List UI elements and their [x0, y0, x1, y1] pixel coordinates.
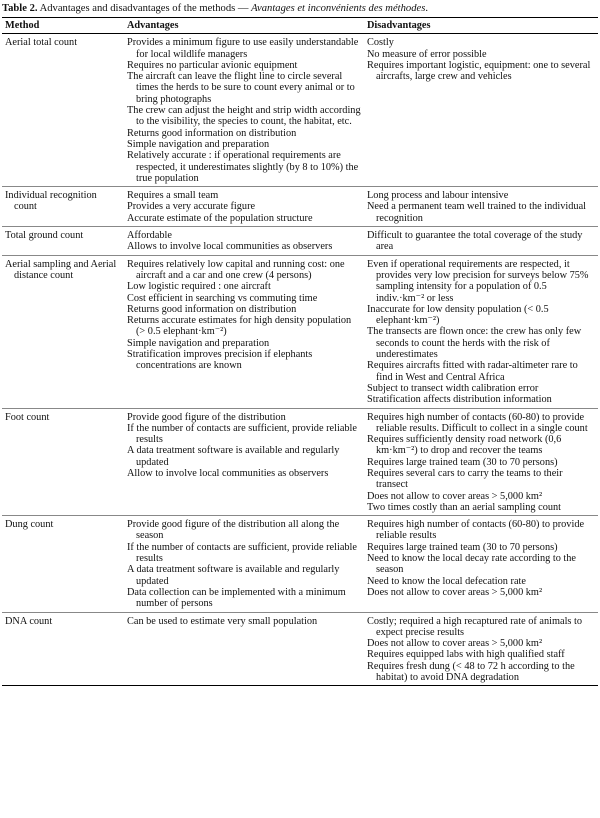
advantage-item: Requires relatively low capital and running cost: one aircraft and a car and one crew (4 persons) [127, 258, 345, 281]
disadvantage-item: Requires equipped labs with high qualified staff [367, 649, 565, 661]
advantage-item: Stratification improves precision if elephants concentrations are known [127, 349, 313, 372]
advantage-item: Low logistic required : one aircraft [127, 281, 271, 293]
advantage-item: A data treatment software is available and regularly updated [127, 445, 340, 468]
disadvantage-item: Subject to transect width calibration error [367, 382, 539, 394]
caption-label: Table 2. [2, 3, 38, 14]
method-cell [2, 516, 124, 612]
table-row [2, 408, 598, 516]
disadvantage-item: Stratification affects distribution information [367, 394, 552, 406]
disadvantage-item: Costly; required a high recaptured rate of animals to expect precise results [367, 615, 583, 638]
table-body [2, 34, 598, 686]
method-cell [2, 255, 124, 408]
header-disadvantages: Disadvantages [364, 18, 598, 34]
advantage-item: A data treatment software is available and regularly updated [127, 564, 340, 587]
method-name: DNA count [5, 615, 53, 627]
disadvantage-item: Need a permanent team well trained to the individual recognition [367, 201, 587, 224]
advantage-item: Returns good information on distribution [127, 127, 297, 139]
advantages-cell [124, 516, 364, 612]
advantage-item: The aircraft can leave the flight line to circle several times the herds to be sure to count every animal or to bring photographs [127, 71, 355, 105]
advantage-item: Simple navigation and preparation [127, 337, 270, 349]
advantage-item: Requires a small team [127, 190, 219, 202]
advantage-item: Simple navigation and preparation [127, 138, 270, 150]
advantage-item: If the number of contacts are sufficient, provide reliable results [127, 541, 357, 565]
disadvantage-item: Does not allow to cover areas > 5,000 km² [367, 638, 543, 650]
method-name: Dung count [5, 519, 54, 531]
advantage-item: Provides a very accurate figure [127, 201, 256, 213]
advantage-item: Returns good information on distribution [127, 303, 297, 315]
advantages-cell [124, 34, 364, 187]
disadvantage-item: Requires high number of contacts (60-80) to provide reliable results. Difficult to collect in a single count [367, 411, 588, 434]
advantage-item: If the number of contacts are sufficient, provide reliable results [127, 422, 357, 446]
advantage-item: Can be used to estimate very small population [127, 615, 318, 627]
advantage-item: Provide good figure of the distribution all along the season [127, 519, 340, 542]
disadvantage-item: Requires large trained team (30 to 70 persons) [367, 541, 558, 553]
disadvantage-item: Requires aircrafts fitted with radar-altimeter rare to find in West and Central Africa [367, 360, 578, 383]
method-cell [2, 187, 124, 227]
table-header [2, 18, 598, 34]
disadvantage-item: Difficult to guarantee the total coverage of the study area [367, 230, 583, 253]
method-cell [2, 408, 124, 516]
method-cell [2, 227, 124, 256]
disadvantage-item: Requires large trained team (30 to 70 persons) [367, 456, 558, 468]
advantages-cell [124, 612, 364, 686]
disadvantage-item: No measure of error possible [367, 48, 487, 60]
disadvantage-item: Even if operational requirements are respected, it provides very low precision for surveys below 75% sampling intensity for a population of 0.5 indiv.·km⁻² or less [367, 258, 589, 304]
disadvantage-item: Requires sufficiently density road network (0,6 km·km⁻²) to drop and recover the teams [367, 434, 562, 457]
advantage-item: Cost efficient in searching vs commuting time [127, 292, 318, 304]
method-name: Individual recognition count [5, 190, 97, 213]
method-cell [2, 612, 124, 686]
advantage-item: Data collection can be implemented with a minimum number of persons [127, 586, 346, 610]
disadvantages-cell [364, 408, 598, 516]
advantage-item: Relatively accurate : if operational requirements are respected, it underestimates slightly (by 8 to 10%) the true population [127, 150, 359, 184]
disadvantage-item: Requires fresh dung (< 48 to 72 h according to the habitat) to avoid DNA degradation [367, 660, 575, 684]
disadvantages-cell [364, 255, 598, 408]
table-row [2, 227, 598, 256]
disadvantages-cell [364, 34, 598, 187]
advantages-cell [124, 227, 364, 256]
caption-end: . [425, 3, 428, 14]
table-caption [2, 2, 598, 15]
table-row [2, 255, 598, 408]
advantage-item: Provides a minimum figure to use easily understandable for local wildlife managers [127, 37, 359, 60]
header-method: Method [2, 18, 124, 34]
method-name: Aerial total count [5, 37, 78, 49]
disadvantage-item: Two times costly than an aerial sampling count [367, 501, 562, 513]
header-advantages: Advantages [124, 18, 364, 34]
disadvantage-item: Requires high number of contacts (60-80) to provide reliable results [367, 519, 585, 542]
advantage-item: The crew can adjust the height and strip width according to the visibility, the species to count, the habitat, etc. [127, 105, 361, 128]
method-name: Aerial sampling and Aerial distance count [5, 258, 117, 281]
disadvantage-item: Inaccurate for low density population (< 0.5 elephant·km⁻²) [367, 303, 549, 327]
disadvantage-item: Need to know the local defecation rate [367, 575, 526, 587]
table-row [2, 187, 598, 227]
method-name: Total ground count [5, 230, 84, 242]
disadvantage-item: Need to know the local decay rate according to the season [367, 553, 576, 576]
disadvantages-cell [364, 516, 598, 612]
disadvantage-item: Does not allow to cover areas > 5,000 km² [367, 586, 543, 598]
advantages-cell [124, 187, 364, 227]
disadvantage-item: Does not allow to cover areas > 5,000 km² [367, 490, 543, 502]
caption-title: Advantages and disadvantages of the methods — [39, 3, 249, 14]
disadvantages-cell [364, 227, 598, 256]
disadvantages-cell [364, 612, 598, 686]
table-row [2, 516, 598, 612]
header-row [2, 18, 598, 34]
disadvantage-item: Requires important logistic, equipment: one to several aircrafts, large crew and vehicles [367, 59, 591, 83]
methods-table [2, 17, 598, 686]
advantages-cell [124, 408, 364, 516]
disadvantage-item: Long process and labour intensive [367, 190, 509, 202]
advantage-item: Allows to involve local communities as observers [127, 241, 333, 253]
advantage-item: Provide good figure of the distribution [127, 411, 286, 423]
disadvantage-item: The transects are flown once: the crew has only few seconds to count the herds with the risk of underestimates [367, 326, 582, 361]
disadvantage-item: Requires several cars to carry the teams to their transect [367, 467, 563, 491]
disadvantages-cell [364, 187, 598, 227]
advantage-item: Allow to involve local communities as observers [127, 467, 329, 479]
table-row [2, 612, 598, 686]
advantage-item: Requires no particular avionic equipment [127, 59, 298, 71]
method-name: Foot count [5, 411, 50, 423]
advantage-item: Accurate estimate of the population structure [127, 212, 313, 224]
caption-title-french: Avantages et inconvénients des méthodes [251, 3, 426, 14]
advantage-item: Affordable [127, 230, 172, 242]
disadvantage-item: Costly [367, 37, 394, 49]
advantages-cell [124, 255, 364, 408]
method-cell [2, 34, 124, 187]
advantage-item: Returns accurate estimates for high density population (> 0.5 elephant·km⁻²) [127, 315, 352, 338]
table-row [2, 34, 598, 187]
